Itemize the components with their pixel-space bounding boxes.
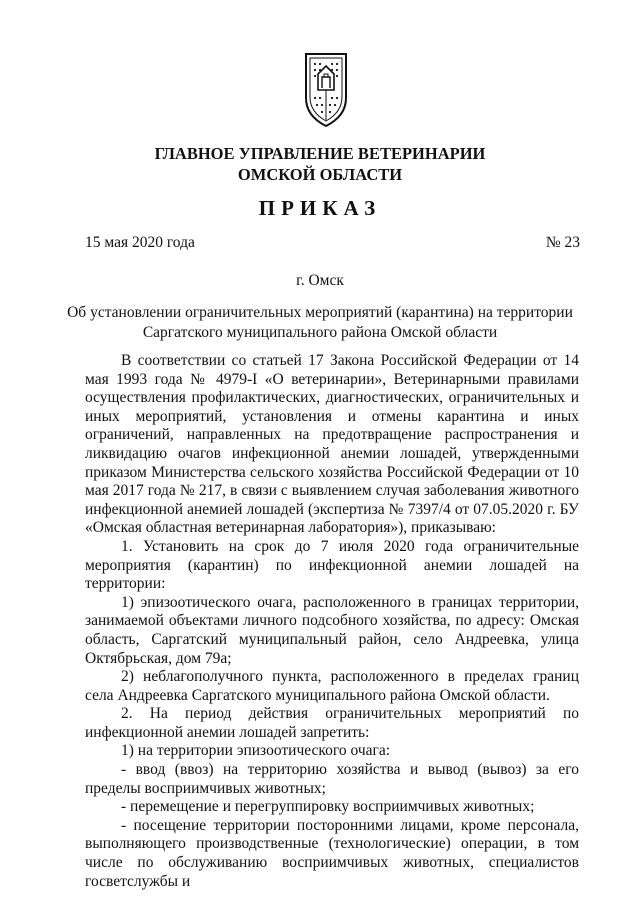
organization-line-1: ГЛАВНОЕ УПРАВЛЕНИЕ ВЕТЕРИНАРИИ: [154, 144, 486, 163]
organization-line-2: ОМСКОЙ ОБЛАСТИ: [237, 165, 403, 184]
subject-line-2: Саргатского муниципального района Омской области: [142, 324, 498, 341]
document-subject: [0, 303, 640, 343]
document-type-title: ПРИКАЗ: [258, 196, 382, 220]
document-date: 15 мая 2020 года: [85, 234, 195, 251]
body-paragraph: - ввод (ввоз) на территорию хозяйства и вывод (вывоз) за его пределы восприимчивых животных;: [85, 761, 579, 797]
body-paragraph: 2. На период действия ограничительных мероприятий по инфекционной анемии лошадей запретить:: [85, 705, 579, 741]
body-paragraph: В соответствии со статьей 17 Закона Российской Федерации от 14 мая 1993 года № 4979-I «О ветеринарии», Ветеринарными правилами осуществления профилактических, диагностических, ограничительных и иных мероприятий, установления и отмены карантина и иных ограничений, направленных на предотвращение распространения и ликвидацию очагов инфекционной анемии лошадей, утвержденными приказом Министерства сельского хозяйства Российской Федерации от 10 мая 2017 года № 217, в связи с выявлением случая заболевания животного инфекционной анемией лошадей (экспертиза № 7397/4 от 07.05.2020 г. БУ «Омская областная ветеринарная лаборатория»), приказываю:: [85, 352, 579, 537]
subject-line-1: Об установлении ограничительных мероприятий (карантина) на территории: [67, 304, 573, 321]
body-paragraph: 1) эпизоотического очага, расположенного в границах территории, занимаемой объектами личного подсобного хозяйства, по адресу: Омская область, Саргатский муниципальный район, село Андреевка, улица Октябрьская, дом 79а;: [85, 593, 579, 667]
body-paragraph: 1. Установить на срок до 7 июля 2020 года ограничительные мероприятия (карантин) по инфекционной анемии лошадей на территории:: [85, 537, 579, 593]
document-body: [85, 352, 579, 891]
body-paragraph: - посещение территории посторонними лицами, кроме персонала, выполняющего производственные (технологические) операции, в том числе по обслуживанию восприимчивых животных, специалистов госветслужбы и: [85, 816, 579, 890]
body-paragraph: - перемещение и перегруппировку восприимчивых животных;: [121, 798, 535, 816]
organization-name: [0, 143, 640, 185]
body-paragraph: 1) на территории эпизоотического очага:: [121, 742, 391, 760]
body-paragraph: 2) неблагополучного пункта, расположенного в пределах границ села Андреевка Саргатского муниципального района Омской области.: [85, 668, 579, 704]
coat-of-arms-emblem-icon: [300, 50, 352, 130]
document-city: г. Омск: [296, 272, 344, 289]
document-number: № 23: [545, 234, 580, 251]
